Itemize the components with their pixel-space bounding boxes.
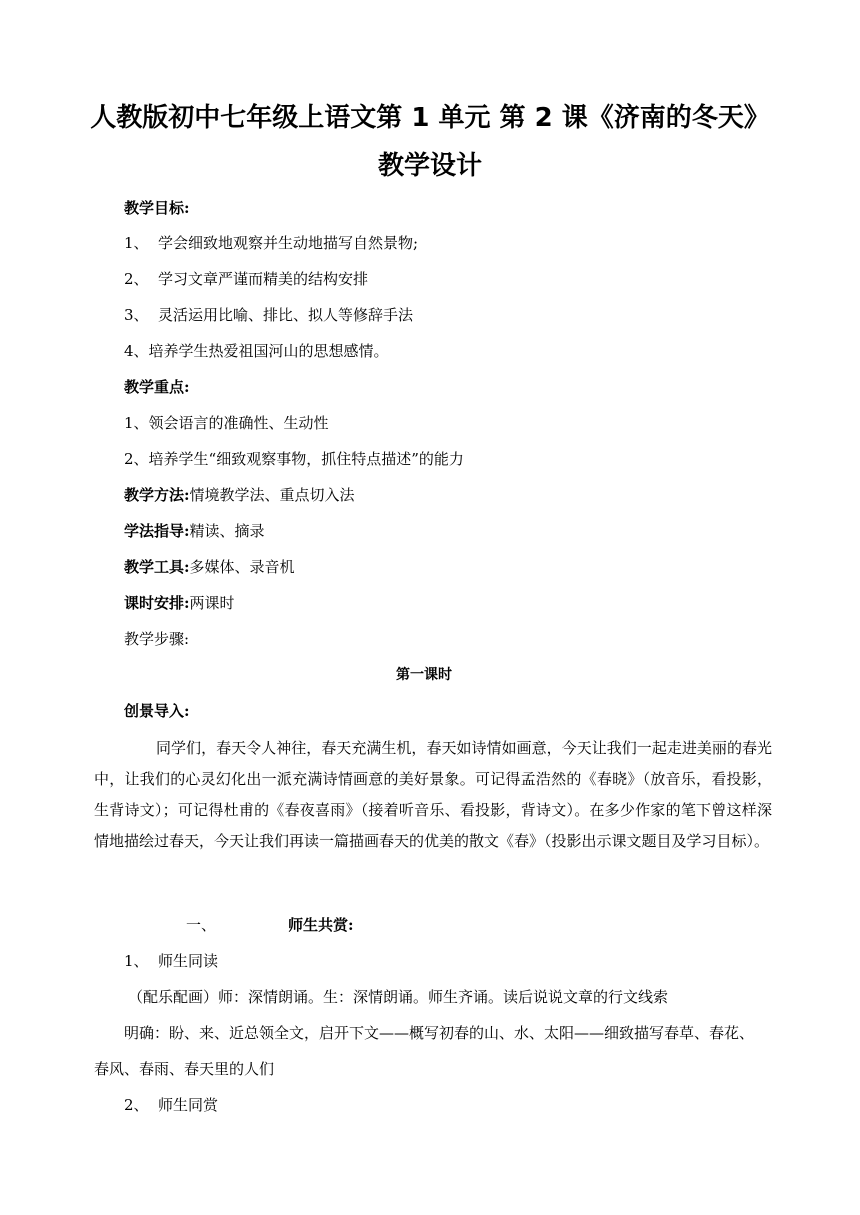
read-item-num: 1、 xyxy=(124,952,149,970)
read-item xyxy=(124,951,218,971)
objective-item-1-num: 1、 xyxy=(124,234,149,252)
objective-item-4: 4、培养学生热爱祖国河山的思想感情。 xyxy=(124,342,389,360)
teaching-tools-label: 教学工具: xyxy=(124,558,190,576)
document-title-line2: 教学设计 xyxy=(377,151,482,181)
objectives-heading: 教学目标: xyxy=(124,199,190,217)
objective-item-3-num: 3、 xyxy=(124,306,149,324)
keypoint-item-2: 2、培养学生“细致观察事物，抓住特点描述”的能力 xyxy=(124,450,464,468)
music-reading-line: （配乐配画）师：深情朗诵。生：深情朗诵。师生齐诵。读后说说文章的行文线索 xyxy=(128,988,669,1006)
teaching-steps-label: 教学步骤: xyxy=(124,630,190,648)
objective-item-1 xyxy=(124,233,418,253)
class-schedule xyxy=(124,593,235,613)
intro-paragraph: 同学们，春天令人神往，春天充满生机，春天如诗情如画意，今天让我们一起走进美丽的春光中，让我们的心灵幻化出一派充满诗情画意的美好景象。可记得孟浩然的《春晓》（放音乐，看投影，生背诗文）；可记得杜甫的《春夜喜雨》（接着听音乐、看投影，背诗文）。在多少作家的笔下曾这样深情地描绘过春天，今天让我们再读一篇描画春天的优美的散文《春》（投影出示课文题目及学习目标）。 xyxy=(94,739,772,850)
appreciate-item-text: 师生同赏 xyxy=(158,1096,219,1114)
class-schedule-label: 课时安排: xyxy=(124,594,190,612)
teaching-tools-value: 多媒体、录音机 xyxy=(189,558,295,576)
teaching-method-label: 教学方法: xyxy=(124,486,190,504)
objective-item-3-text: 灵活运用比喻、排比、拟人等修辞手法 xyxy=(158,306,414,324)
lesson-1-heading: 第一课时 xyxy=(396,667,452,683)
teaching-method xyxy=(124,485,355,505)
clarify-line-2: 春风、春雨、春天里的人们 xyxy=(94,1060,275,1078)
document-title-line1: 人教版初中七年级上语文第 1 单元 第 2 课《济南的冬天》 xyxy=(90,103,770,133)
section-1-heading xyxy=(186,915,354,935)
study-guidance-label: 学法指导: xyxy=(124,522,190,540)
teaching-method-value: 情境教学法、重点切入法 xyxy=(189,486,355,504)
objective-item-2 xyxy=(124,269,368,289)
appreciate-item xyxy=(124,1095,218,1115)
teaching-tools xyxy=(124,557,295,577)
appreciate-item-num: 2、 xyxy=(124,1096,149,1114)
class-schedule-value: 两课时 xyxy=(189,594,235,612)
objective-item-2-text: 学习文章严谨而精美的结构安排 xyxy=(158,270,369,288)
study-guidance-value: 精读、摘录 xyxy=(189,522,265,540)
intro-heading: 创景导入: xyxy=(124,702,190,720)
study-guidance xyxy=(124,521,265,541)
clarify-line-1: 明确：盼、来、近总领全文，启开下文——概写初春的山、水、太阳——细致描写春草、春花、 xyxy=(124,1024,755,1042)
objective-item-2-num: 2、 xyxy=(124,270,149,288)
objective-item-1-text: 学会细致地观察并生动地描写自然景物; xyxy=(158,234,419,252)
read-item-text: 师生同读 xyxy=(158,952,219,970)
keypoints-heading: 教学重点: xyxy=(124,378,190,396)
section-1-title: 师生共赏: xyxy=(288,916,354,934)
keypoint-item-1: 1、领会语言的准确性、生动性 xyxy=(124,414,329,432)
section-1-num: 一、 xyxy=(186,916,217,934)
objective-item-3 xyxy=(124,305,413,325)
